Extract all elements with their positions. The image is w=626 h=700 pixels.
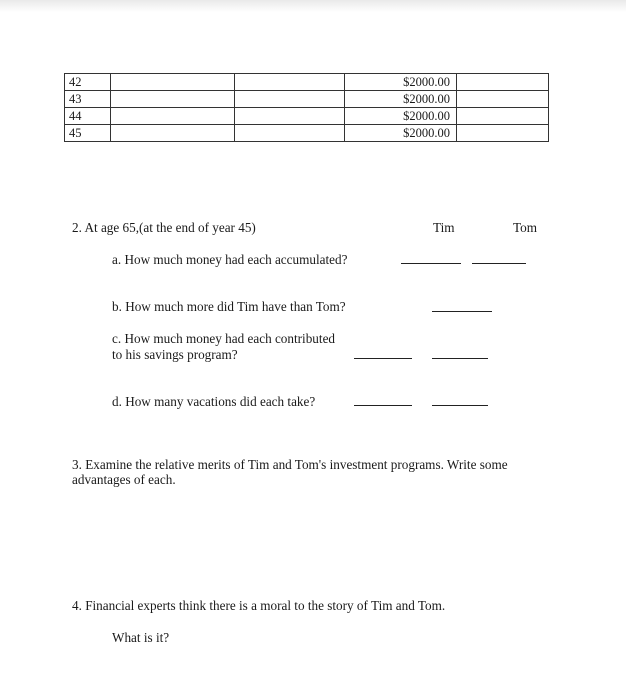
question-2c-line2: to his savings program? [112, 347, 238, 362]
amount-cell: $2000.00 [345, 74, 457, 91]
question-2c-line1: c. How much money had each contributed [112, 331, 336, 346]
answer-blank-2b[interactable] [432, 311, 492, 312]
table-row [65, 74, 549, 91]
question-2d: d. How many vacations did each take? [112, 394, 316, 409]
question-2b: b. How much more did Tim have than Tom? [112, 299, 346, 314]
empty-cell [457, 125, 549, 142]
question-4-line1: 4. Financial experts think there is a moral to the story of Tim and Tom. [72, 598, 446, 613]
empty-cell [457, 108, 549, 125]
empty-cell [457, 74, 549, 91]
empty-cell [235, 91, 345, 108]
question-2-heading: 2. At age 65,(at the end of year 45) [72, 220, 256, 235]
amount-cell: $2000.00 [345, 108, 457, 125]
empty-cell [235, 74, 345, 91]
year-cell: 43 [65, 91, 111, 108]
year-contribution-table [64, 73, 549, 142]
question-3-line1: 3. Examine the relative merits of Tim and Tom's investment programs. Write some [72, 457, 508, 472]
table-row [65, 108, 549, 125]
empty-cell [235, 108, 345, 125]
empty-cell [111, 125, 235, 142]
answer-blank-2d-tim[interactable] [354, 405, 412, 406]
answer-blank-2d-tom[interactable] [432, 405, 488, 406]
column-header-tom: Tom [513, 220, 537, 235]
answer-blank-2c-tom[interactable] [432, 358, 488, 359]
column-header-tim: Tim [433, 220, 455, 235]
empty-cell [111, 74, 235, 91]
answer-blank-2c-tim[interactable] [354, 358, 412, 359]
table-row [65, 91, 549, 108]
question-4-line2: What is it? [112, 630, 170, 645]
year-cell: 44 [65, 108, 111, 125]
year-cell: 42 [65, 74, 111, 91]
page-top-shadow [0, 0, 626, 12]
empty-cell [235, 125, 345, 142]
empty-cell [111, 108, 235, 125]
amount-cell: $2000.00 [345, 125, 457, 142]
table-row [65, 125, 549, 142]
question-2a: a. How much money had each accumulated? [112, 252, 348, 267]
answer-blank-2a-tim[interactable] [401, 263, 461, 264]
question-3-line2: advantages of each. [72, 472, 176, 487]
answer-blank-2a-tom[interactable] [472, 263, 526, 264]
empty-cell [457, 91, 549, 108]
amount-cell: $2000.00 [345, 91, 457, 108]
empty-cell [111, 91, 235, 108]
year-cell: 45 [65, 125, 111, 142]
